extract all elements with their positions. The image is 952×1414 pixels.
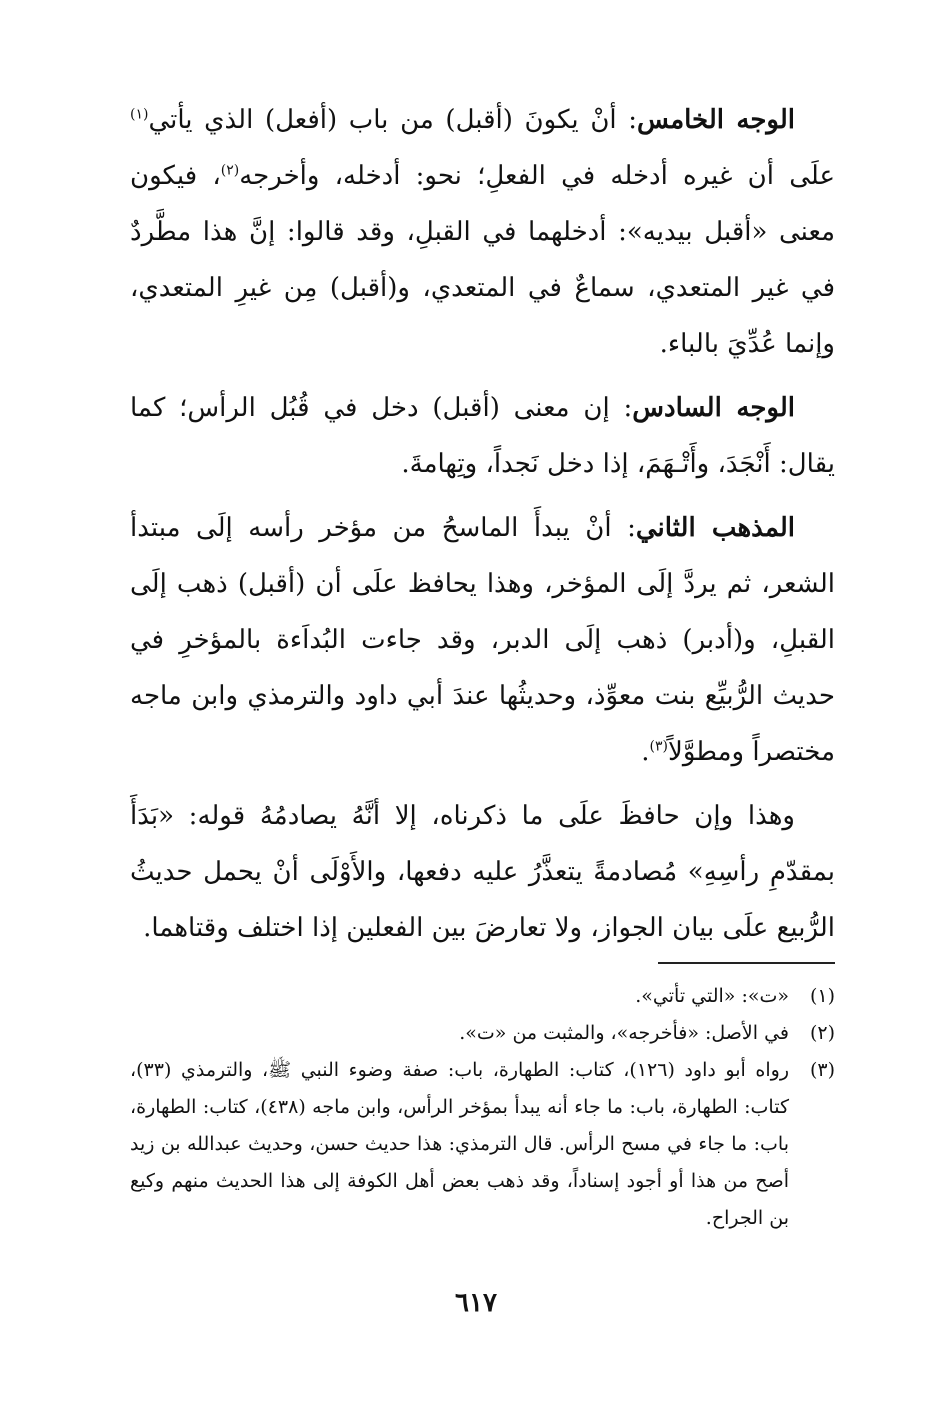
footnote-text: «ت»: «التي تأتي». xyxy=(635,985,789,1007)
paragraph-text: علَى أن غيره أدخله في الفعلِ؛ نحو: أدخله، وأخرجه xyxy=(239,161,835,191)
paragraph-text: ، فيكون معنى «أقبل بيديه»: أدخلهما في القبلِ، وقد قالوا: إنَّ هذا مطَّردٌ في غير المتعدي، سماعٌ في المتعدي، و(أقبل) مِن غيرِ المتعدي، وإنما عُدِّيَ بالباء. xyxy=(130,161,835,359)
paragraph-second-school xyxy=(130,500,835,780)
footnote-text: في الأصل: «فأخرجه»، والمثبت من «ت». xyxy=(459,1022,789,1044)
paragraph-text: : إن معنى (أقبل) دخل في قُبُل الرأس؛ كما يقال: أَنْجَدَ، وأَتْـهَمَ، إذا دخل نَجداً، وتِهامةَ. xyxy=(130,393,835,479)
main-text xyxy=(130,92,835,964)
paragraph-text: وهذا وإن حافظَ علَى ما ذكرناه، إلا أنَّهُ يصادمُهُ قوله: «بَدَأَ بمقدّمِ رأسِهِ» مُصادمةً يتعذَّرُ عليه دفعها، والأَوْلَى أنْ يحمل حديثُ الرُّبيع علَى بيان الجواز، ولا تعارضَ بين الفعلين إذا اختلف وقتاهما. xyxy=(130,801,835,943)
footnote-item xyxy=(130,1015,835,1052)
footnote-ref-3[interactable]: (٣) xyxy=(649,738,668,755)
page-number: ٦١٧ xyxy=(455,1288,497,1318)
heading-fifth-aspect: الوجه الخامس xyxy=(637,105,795,135)
footnote-item xyxy=(130,1052,835,1237)
heading-sixth-aspect: الوجه السادس xyxy=(632,393,795,423)
paragraph-text: . xyxy=(641,737,650,767)
paragraph-conclusion xyxy=(130,788,835,956)
paragraph-text: : أنْ يبدأَ الماسحُ من مؤخر رأسه إلَى مبتدأ الشعر، ثم يردَّ إلَى المؤخر، وهذا يحافظ علَى أن (أقبل) ذهب إلَى القبلِ، و(أدبر) ذهب إلَى الدبر، وقد جاءت البُداَءة بالمؤخرِ في حديث الرُّبيِّع بنت معوِّذ، وحديثُها عندَ أبي داود والترمذي وابن ماجه مختصراً ومطوَّلاً xyxy=(130,513,835,767)
heading-second-school: المذهب الثاني xyxy=(635,513,795,543)
footnote-ref-1[interactable]: (١) xyxy=(130,106,149,123)
footnote-item xyxy=(130,978,835,1015)
footnote-number: (٣) xyxy=(809,1059,835,1081)
footnote-separator xyxy=(658,962,835,964)
paragraph-sixth-aspect xyxy=(130,380,835,492)
paragraph-text: : أنْ يكونَ (أقبل) من باب (أفعل) الذي يأتي xyxy=(148,105,638,135)
footnote-ref-2[interactable]: (٢) xyxy=(220,162,240,179)
footnotes xyxy=(130,978,835,1237)
paragraph-fifth-aspect xyxy=(130,92,835,372)
footnote-number: (١) xyxy=(809,985,835,1007)
footnote-number: (٢) xyxy=(809,1022,835,1044)
footnote-text: رواه أبو داود (١٢٦)، كتاب: الطهارة، باب: صفة وضوء النبي ﷺ، والترمذي (٣٣)، كتاب: الطهارة، باب: ما جاء أنه يبدأ بمؤخر الرأس، وابن ماجه (٤٣٨)، كتاب: الطهارة، باب: ما جاء في مسح الرأس. قال الترمذي: هذا حديث حسن، وحديث عبدالله بن زيد أصح من هذا أو أجود إسناداً، وقد ذهب بعض أهل الكوفة إلى هذا الحديث منهم وكيع بن الجراح. xyxy=(130,1059,789,1229)
